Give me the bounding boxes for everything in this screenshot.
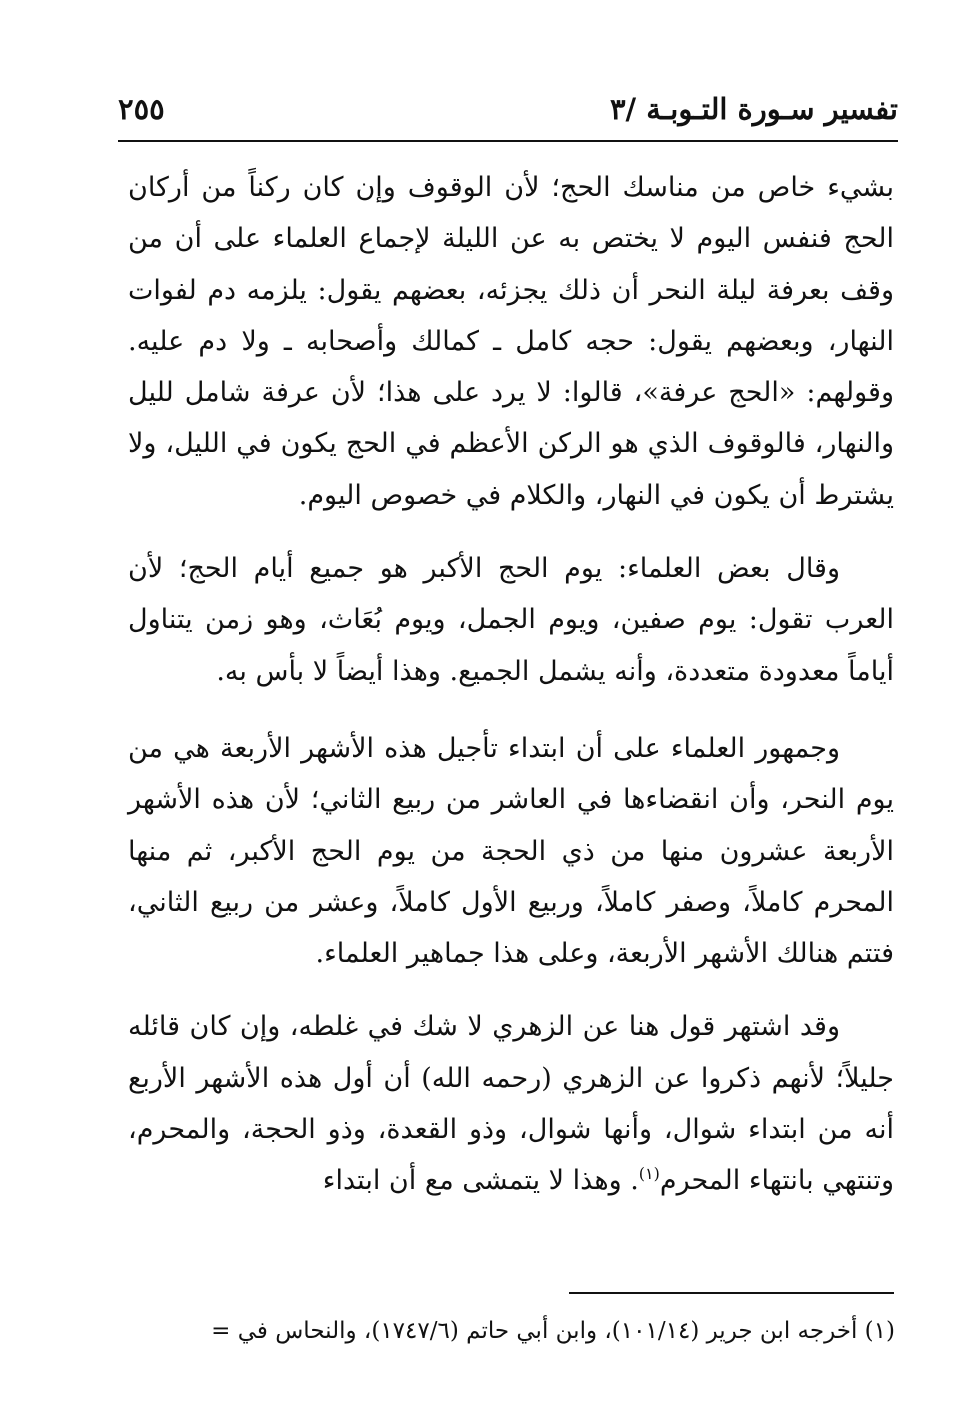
paragraph-4	[128, 1001, 894, 1206]
running-header	[118, 92, 898, 132]
header-divider	[118, 140, 898, 142]
footnote: (١) أخرجه ابن جرير (١٠١/١٤)، وابن أبي حاتم (١٧٤٧/٦)، والنحاس في =	[211, 1318, 895, 1344]
body-text	[128, 162, 894, 1207]
paragraph-spacer	[128, 521, 894, 543]
page-number: ٢٥٥	[118, 92, 165, 126]
paragraph-1: بشيء خاص من مناسك الحج؛ لأن الوقوف وإن كان ركناً من أركان الحج فنفس اليوم لا يختص به عن الليلة لإجماع العلماء على أن من وقف بعرفة ليلة النحر أن ذلك يجزئه، بعضهم يقول: يلزمه دم لفوات النهار، وبعضهم يقول: حجه كامل ـ كمالك وأصحابه ـ ولا دم عليه. وقولهم: «الحج عرفة»، قالوا: لا يرد على هذا؛ لأن عرفة شامل لليل والنهار، فالوقوف الذي هو الركن الأعظم في الحج يكون في الليل، ولا يشترط أن يكون في النهار، والكلام في خصوص اليوم.	[128, 172, 894, 511]
paragraph-spacer	[128, 697, 894, 723]
paragraph-4-text: وقد اشتهر قول هنا عن الزهري لا شك في غلطه، وإن كان قائله جليلاً؛ لأنهم ذكروا عن الزهري (رحمه الله) أن أول هذه الأشهر الأربع أنه من ابتداء شوال، وأنها شوال، وذو القعدة، وذو الحجة، والمحرم، وتنتهي بانتهاء المحرم	[128, 1011, 894, 1197]
paragraph-2: وقال بعض العلماء: يوم الحج الأكبر هو جميع أيام الحج؛ لأن العرب تقول: يوم صفين، ويوم الجمل، ويوم بُعَاث، وهو زمن يتناول أياماً معدودة متعددة، وأنه يشمل الجميع. وهذا أيضاً لا بأس به.	[128, 553, 894, 687]
paragraph-spacer	[128, 979, 894, 1001]
paragraph-3: وجمهور العلماء على أن ابتداء تأجيل هذه الأشهر الأربعة هي من يوم النحر، وأن انقضاءها في العاشر من ربيع الثاني؛ لأن هذه الأشهر الأربعة عشرون منها من ذي الحجة من يوم الحج الأكبر، ثم منها المحرم كاملاً، وصفر كاملاً، وربيع الأول كاملاً، وعشر من ربيع الثاني، فتتم هنالك الأشهر الأربعة، وعلى هذا جماهير العلماء.	[128, 732, 894, 970]
header-title: تفسير سـورة التـوبـة /٣	[609, 92, 898, 126]
paragraph-4-tail: . وهذا لا يتمشى مع أن ابتداء	[322, 1165, 639, 1197]
footnote-reference: (١)	[638, 1164, 660, 1184]
footnote-divider	[569, 1292, 894, 1294]
